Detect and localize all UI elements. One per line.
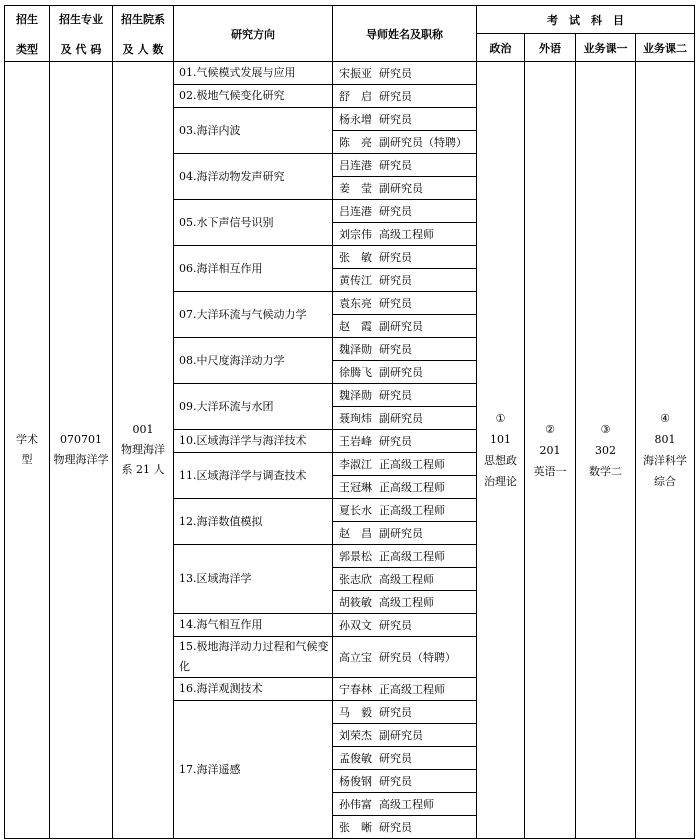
direction-cell: 14.海气相互作用 bbox=[174, 614, 333, 637]
tutor-cell bbox=[333, 476, 477, 499]
tutor-name: 舒 启 bbox=[339, 90, 372, 103]
tutor-name: 胡筱敏 bbox=[339, 596, 372, 609]
tutor-cell bbox=[333, 85, 477, 108]
header-major: 招生专业 及 代 码 bbox=[50, 6, 113, 62]
header-exam-course2: 业务课二 bbox=[636, 34, 695, 62]
exam-code: 801 bbox=[654, 433, 676, 446]
tutor-cell bbox=[333, 568, 477, 591]
exam-num: ① bbox=[495, 412, 506, 425]
tutor-title: 研究员 bbox=[379, 274, 412, 287]
tutor-cell bbox=[333, 591, 477, 614]
tutor-cell bbox=[333, 131, 477, 154]
tutor-cell bbox=[333, 108, 477, 131]
tutor-name: 赵 霞 bbox=[339, 320, 372, 333]
tutor-title: 正高级工程师 bbox=[379, 504, 445, 517]
tutor-name: 陈 亮 bbox=[339, 136, 372, 149]
tutor-name: 夏长水 bbox=[339, 504, 372, 517]
exam-code: 101 bbox=[490, 433, 511, 446]
tutor-name: 刘荣杰 bbox=[339, 729, 372, 742]
category-cell: 学术 型 bbox=[5, 62, 50, 839]
tutor-cell bbox=[333, 701, 477, 724]
tutor-title: 副研究员 bbox=[379, 527, 423, 540]
direction-cell: 12.海洋数值模拟 bbox=[174, 499, 333, 545]
tutor-title: 研究员 bbox=[379, 619, 412, 632]
tutor-name: 张 晰 bbox=[339, 821, 372, 834]
tutor-cell bbox=[333, 522, 477, 545]
tutor-title: 高级工程师 bbox=[379, 798, 434, 811]
tutor-cell bbox=[333, 200, 477, 223]
tutor-title: 研究员 bbox=[379, 435, 412, 448]
exam-num: ④ bbox=[660, 412, 670, 425]
tutor-cell bbox=[333, 499, 477, 522]
tutor-cell bbox=[333, 315, 477, 338]
direction-cell: 11.区域海洋学与调查技术 bbox=[174, 453, 333, 499]
tutor-cell bbox=[333, 770, 477, 793]
tutor-title: 副研究员 bbox=[379, 366, 423, 379]
tutor-name: 马 毅 bbox=[339, 706, 372, 719]
tutor-cell bbox=[333, 614, 477, 637]
tutor-title: 研究员 bbox=[379, 205, 412, 218]
exam-num: ③ bbox=[600, 422, 611, 436]
tutor-cell bbox=[333, 62, 477, 85]
exam-name-l2: 治理论 bbox=[484, 475, 517, 488]
tutor-name: 宋振亚 bbox=[339, 67, 372, 80]
tutor-cell bbox=[333, 154, 477, 177]
direction-cell: 17.海洋遥感 bbox=[174, 701, 333, 839]
major-cell: 070701 物理海洋学 bbox=[50, 62, 113, 839]
tutor-name: 赵 昌 bbox=[339, 527, 372, 540]
tutor-name: 吕连港 bbox=[339, 159, 372, 172]
tutor-title: 研究员 bbox=[379, 251, 412, 264]
tutor-cell bbox=[333, 453, 477, 476]
header-dept: 招生院系 及 人 数 bbox=[113, 6, 174, 62]
tutor-title: 研究员 bbox=[379, 113, 412, 126]
tutor-name: 魏泽勋 bbox=[339, 389, 372, 402]
exam-name-l1: 数学二 bbox=[589, 464, 622, 478]
exam-code: 201 bbox=[539, 443, 561, 457]
tutor-title: 正高级工程师 bbox=[379, 481, 445, 494]
direction-cell: 01.气候模式发展与应用 bbox=[174, 62, 333, 85]
tutor-cell bbox=[333, 545, 477, 568]
header-type: 招生 类型 bbox=[5, 6, 50, 62]
dept-cell: 001 物理海洋 系 21 人 bbox=[113, 62, 174, 839]
tutor-name: 张 敏 bbox=[339, 251, 372, 264]
tutor-title: 研究员 bbox=[379, 159, 412, 172]
tutor-cell bbox=[333, 430, 477, 453]
exam-code: 302 bbox=[595, 443, 616, 457]
tutor-name: 魏泽勋 bbox=[339, 343, 372, 356]
tutor-title: 高级工程师 bbox=[379, 573, 434, 586]
tutor-name: 袁东亮 bbox=[339, 297, 372, 310]
direction-cell: 04.海洋动物发声研究 bbox=[174, 154, 333, 200]
tutor-name: 杨永增 bbox=[339, 113, 372, 126]
tutor-name: 吕连港 bbox=[339, 205, 372, 218]
direction-cell: 16.海洋观测技术 bbox=[174, 678, 333, 701]
exam-name-l1: 思想政 bbox=[484, 454, 517, 467]
tutor-cell bbox=[333, 637, 477, 678]
tutor-cell bbox=[333, 292, 477, 315]
direction-cell: 06.海洋相互作用 bbox=[174, 246, 333, 292]
tutor-title: 研究员 bbox=[379, 90, 412, 103]
tutor-name: 刘宗伟 bbox=[339, 228, 372, 241]
tutor-cell bbox=[333, 724, 477, 747]
direction-cell: 02.极地气候变化研究 bbox=[174, 85, 333, 108]
tutor-cell bbox=[333, 747, 477, 770]
tutor-name: 黄传江 bbox=[339, 274, 372, 287]
tutor-cell bbox=[333, 246, 477, 269]
tutor-title: 研究员 bbox=[379, 67, 412, 80]
table-body bbox=[5, 62, 695, 839]
tutor-name: 李淑江 bbox=[339, 458, 372, 471]
tutor-cell bbox=[333, 407, 477, 430]
exam-cell-1 bbox=[477, 62, 525, 839]
tutor-cell bbox=[333, 177, 477, 200]
tutor-title: 副研究员 bbox=[379, 182, 423, 195]
tutor-name: 张志欣 bbox=[339, 573, 372, 586]
tutor-name: 宁春林 bbox=[339, 683, 372, 696]
tutor-title: 高级工程师 bbox=[379, 228, 434, 241]
header-tutor: 导师姓名及职称 bbox=[333, 6, 477, 62]
tutor-title: 研究员 bbox=[379, 752, 412, 765]
tutor-cell bbox=[333, 269, 477, 292]
tutor-name: 聂珣炜 bbox=[339, 412, 372, 425]
tutor-name: 高立宝 bbox=[339, 651, 372, 664]
tutor-title: 副研究员 bbox=[379, 729, 423, 742]
tutor-name: 王冠琳 bbox=[339, 481, 372, 494]
header-exam: 考 试 科 目 bbox=[477, 6, 695, 34]
tutor-name: 孟俊敏 bbox=[339, 752, 372, 765]
direction-cell: 13.区域海洋学 bbox=[174, 545, 333, 614]
direction-cell: 05.水下声信号识别 bbox=[174, 200, 333, 246]
tutor-title: 研究员 bbox=[379, 821, 412, 834]
tutor-title: 研究员 bbox=[379, 343, 412, 356]
header-exam-language: 外语 bbox=[525, 34, 576, 62]
table-row bbox=[5, 62, 695, 85]
exam-cell-4 bbox=[636, 62, 695, 839]
tutor-title: 研究员（特聘） bbox=[379, 651, 456, 664]
exam-num: ② bbox=[545, 422, 555, 436]
direction-cell: 09.大洋环流与水团 bbox=[174, 384, 333, 430]
exam-name-l2: 综合 bbox=[654, 475, 676, 488]
tutor-cell bbox=[333, 223, 477, 246]
tutor-name: 杨俊钢 bbox=[339, 775, 372, 788]
tutor-cell bbox=[333, 384, 477, 407]
tutor-title: 正高级工程师 bbox=[379, 550, 445, 563]
direction-cell: 08.中尺度海洋动力学 bbox=[174, 338, 333, 384]
tutor-cell bbox=[333, 338, 477, 361]
tutor-title: 正高级工程师 bbox=[379, 458, 445, 471]
tutor-cell bbox=[333, 793, 477, 816]
exam-name-l1: 英语一 bbox=[533, 464, 567, 478]
tutor-title: 正高级工程师 bbox=[379, 683, 445, 696]
tutor-title: 研究员 bbox=[379, 297, 412, 310]
tutor-title: 研究员 bbox=[379, 775, 412, 788]
tutor-name: 孙双文 bbox=[339, 619, 372, 632]
tutor-title: 研究员 bbox=[379, 389, 412, 402]
tutor-name: 郭景松 bbox=[339, 550, 372, 563]
exam-name-l1: 海洋科学 bbox=[643, 454, 687, 467]
tutor-title: 副研究员 bbox=[379, 320, 423, 333]
tutor-name: 王岩峰 bbox=[339, 435, 372, 448]
direction-cell: 15.极地海洋动力过程和气候变化 bbox=[174, 637, 333, 678]
tutor-name: 孙伟富 bbox=[339, 798, 372, 811]
tutor-name: 徐腾飞 bbox=[339, 366, 372, 379]
tutor-title: 副研究员（特聘） bbox=[379, 136, 467, 149]
tutor-cell bbox=[333, 361, 477, 384]
direction-cell: 07.大洋环流与气候动力学 bbox=[174, 292, 333, 338]
tutor-title: 研究员 bbox=[379, 706, 412, 719]
exam-cell-2 bbox=[525, 62, 576, 839]
header-exam-politics: 政治 bbox=[477, 34, 525, 62]
admission-table bbox=[4, 5, 695, 839]
tutor-name: 姜 莹 bbox=[339, 182, 372, 195]
direction-cell: 10.区域海洋学与海洋技术 bbox=[174, 430, 333, 453]
exam-cell-3 bbox=[576, 62, 636, 839]
direction-cell: 03.海洋内波 bbox=[174, 108, 333, 154]
tutor-title: 高级工程师 bbox=[379, 596, 434, 609]
tutor-cell bbox=[333, 816, 477, 839]
tutor-cell bbox=[333, 678, 477, 701]
tutor-title: 副研究员 bbox=[379, 412, 423, 425]
header-direction: 研究方向 bbox=[174, 6, 333, 62]
header-exam-course1: 业务课一 bbox=[576, 34, 636, 62]
